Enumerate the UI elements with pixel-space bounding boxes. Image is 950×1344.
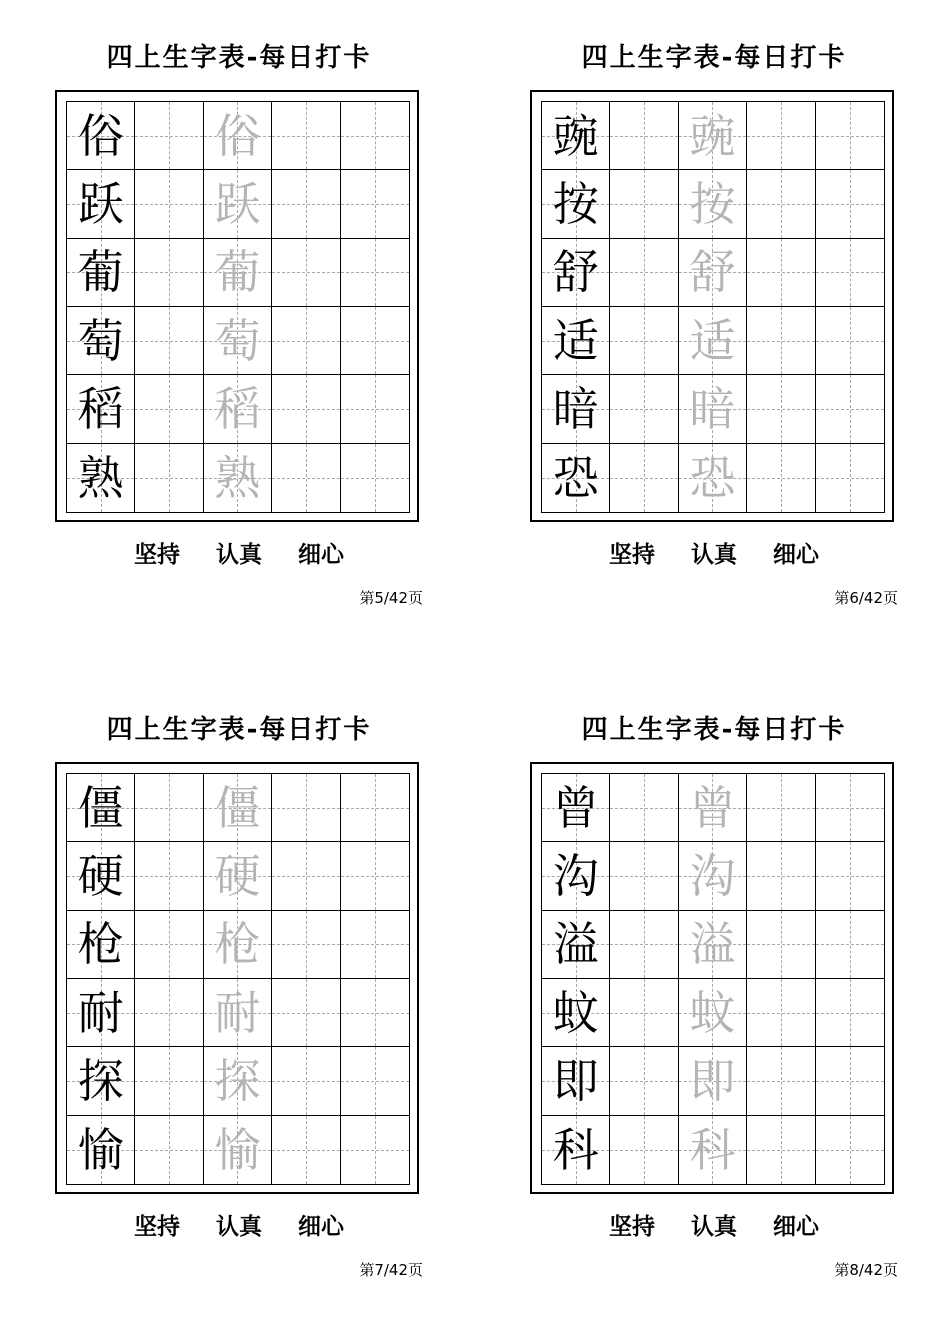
blank-practice-cell (816, 170, 884, 238)
model-character: 蚊 (552, 985, 599, 1040)
model-character: 科 (552, 1122, 599, 1177)
practice-frame (55, 90, 419, 522)
blank-practice-cell (816, 239, 884, 307)
model-character-cell (67, 170, 135, 238)
model-character: 沟 (552, 848, 599, 903)
page-number: 第8/42页 (834, 1261, 898, 1279)
blank-practice-cell (135, 1116, 203, 1184)
blank-practice-cell (272, 1116, 340, 1184)
model-character-cell (67, 307, 135, 375)
blank-practice-cell (747, 444, 815, 512)
tracing-character: 僵 (214, 780, 261, 835)
tracing-character: 即 (689, 1053, 736, 1108)
model-character-cell (542, 911, 610, 979)
blank-practice-cell (610, 239, 678, 307)
blank-practice-cell (610, 307, 678, 375)
model-character: 豌 (552, 108, 599, 163)
tracing-character-cell (679, 842, 747, 910)
model-character: 按 (552, 176, 599, 231)
model-character-cell (67, 1116, 135, 1184)
motto (55, 538, 423, 572)
blank-practice-cell (272, 307, 340, 375)
practice-grid (541, 101, 885, 513)
blank-practice-cell (341, 1047, 409, 1115)
tracing-character-cell (679, 239, 747, 307)
blank-practice-cell (610, 102, 678, 170)
model-character-cell (67, 1047, 135, 1115)
model-character-cell (542, 1047, 610, 1115)
model-character-cell (542, 979, 610, 1047)
blank-practice-cell (610, 979, 678, 1047)
worksheet-page-6 (530, 0, 898, 607)
motto-word: 坚持 (134, 1214, 180, 1240)
model-character-cell (542, 1116, 610, 1184)
worksheet-page-7 (55, 672, 423, 1279)
tracing-character: 按 (689, 176, 736, 231)
blank-practice-cell (135, 444, 203, 512)
model-character-cell (67, 444, 135, 512)
blank-practice-cell (135, 911, 203, 979)
tracing-character-cell (679, 170, 747, 238)
blank-practice-cell (747, 842, 815, 910)
blank-practice-cell (816, 375, 884, 443)
blank-practice-cell (135, 170, 203, 238)
tracing-character-cell (679, 307, 747, 375)
model-character-cell (542, 239, 610, 307)
tracing-character: 熟 (214, 450, 261, 505)
blank-practice-cell (272, 239, 340, 307)
tracing-character-cell (204, 911, 272, 979)
tracing-character: 溢 (689, 917, 736, 972)
blank-practice-cell (341, 444, 409, 512)
blank-practice-cell (341, 102, 409, 170)
model-character-cell (67, 239, 135, 307)
blank-practice-cell (272, 1047, 340, 1115)
practice-grid (541, 773, 885, 1185)
blank-practice-cell (816, 102, 884, 170)
tracing-character: 枪 (214, 917, 261, 972)
tracing-character: 硬 (214, 848, 261, 903)
model-character-cell (542, 444, 610, 512)
tracing-character-cell (679, 774, 747, 842)
model-character: 俗 (77, 108, 124, 163)
tracing-character: 恐 (689, 450, 736, 505)
model-character-cell (67, 911, 135, 979)
tracing-character-cell (204, 842, 272, 910)
tracing-character-cell (204, 170, 272, 238)
blank-practice-cell (747, 1116, 815, 1184)
motto-word: 细心 (298, 1214, 344, 1240)
model-character: 耐 (77, 985, 124, 1040)
motto-word: 认真 (691, 1214, 737, 1240)
motto-word: 坚持 (609, 542, 655, 568)
model-character-cell (542, 375, 610, 443)
practice-frame (530, 90, 894, 522)
blank-practice-cell (747, 1047, 815, 1115)
tracing-character-cell (679, 444, 747, 512)
practice-frame (530, 762, 894, 1194)
blank-practice-cell (816, 307, 884, 375)
worksheet-page-8 (530, 672, 898, 1279)
tracing-character: 萄 (214, 313, 261, 368)
blank-practice-cell (610, 375, 678, 443)
model-character: 熟 (77, 450, 124, 505)
blank-practice-cell (816, 1116, 884, 1184)
model-character: 恐 (552, 450, 599, 505)
tracing-character: 舒 (689, 245, 736, 300)
blank-practice-cell (272, 375, 340, 443)
model-character: 舒 (552, 245, 599, 300)
tracing-character: 科 (689, 1122, 736, 1177)
tracing-character-cell (204, 102, 272, 170)
blank-practice-cell (747, 375, 815, 443)
blank-practice-cell (816, 979, 884, 1047)
blank-practice-cell (610, 1116, 678, 1184)
model-character-cell (67, 774, 135, 842)
tracing-character-cell (679, 1047, 747, 1115)
tracing-character: 豌 (689, 108, 736, 163)
motto-word: 认真 (216, 1214, 262, 1240)
blank-practice-cell (747, 307, 815, 375)
blank-practice-cell (272, 911, 340, 979)
blank-practice-cell (135, 842, 203, 910)
worksheet-page-5 (55, 0, 423, 607)
model-character: 僵 (77, 780, 124, 835)
model-character-cell (542, 307, 610, 375)
tracing-character-cell (679, 102, 747, 170)
blank-practice-cell (610, 170, 678, 238)
blank-practice-cell (135, 102, 203, 170)
blank-practice-cell (341, 911, 409, 979)
blank-practice-cell (747, 239, 815, 307)
blank-practice-cell (816, 774, 884, 842)
model-character-cell (542, 170, 610, 238)
tracing-character: 跃 (214, 176, 261, 231)
motto-word: 细心 (298, 542, 344, 568)
blank-practice-cell (610, 774, 678, 842)
blank-practice-cell (272, 102, 340, 170)
model-character-cell (67, 102, 135, 170)
blank-practice-cell (816, 444, 884, 512)
practice-frame (55, 762, 419, 1194)
motto-word: 坚持 (609, 1214, 655, 1240)
blank-practice-cell (816, 1047, 884, 1115)
blank-practice-cell (747, 979, 815, 1047)
tracing-character: 曾 (689, 780, 736, 835)
blank-practice-cell (341, 307, 409, 375)
blank-practice-cell (747, 170, 815, 238)
blank-practice-cell (272, 774, 340, 842)
blank-practice-cell (816, 911, 884, 979)
blank-practice-cell (747, 774, 815, 842)
motto-word: 坚持 (134, 542, 180, 568)
blank-practice-cell (747, 911, 815, 979)
blank-practice-cell (610, 444, 678, 512)
tracing-character-cell (679, 375, 747, 443)
model-character: 曾 (552, 780, 599, 835)
tracing-character: 暗 (689, 381, 736, 436)
page-number: 第5/42页 (359, 589, 423, 607)
tracing-character-cell (204, 444, 272, 512)
model-character: 适 (552, 313, 599, 368)
blank-practice-cell (272, 842, 340, 910)
tracing-character: 适 (689, 313, 736, 368)
tracing-character: 耐 (214, 985, 261, 1040)
blank-practice-cell (610, 842, 678, 910)
model-character-cell (542, 102, 610, 170)
motto (55, 1210, 423, 1244)
practice-grid (66, 101, 410, 513)
tracing-character-cell (679, 911, 747, 979)
motto-word: 细心 (773, 542, 819, 568)
model-character: 溢 (552, 917, 599, 972)
blank-practice-cell (610, 1047, 678, 1115)
model-character: 即 (552, 1053, 599, 1108)
model-character: 稻 (77, 381, 124, 436)
tracing-character-cell (204, 375, 272, 443)
blank-practice-cell (272, 444, 340, 512)
blank-practice-cell (135, 375, 203, 443)
blank-practice-cell (135, 307, 203, 375)
tracing-character: 葡 (214, 245, 261, 300)
worksheet-title: 四上生字表-每日打卡 (106, 43, 372, 73)
blank-practice-cell (341, 774, 409, 842)
blank-practice-cell (816, 842, 884, 910)
blank-practice-cell (272, 170, 340, 238)
worksheet-title: 四上生字表-每日打卡 (106, 715, 372, 745)
blank-practice-cell (135, 1047, 203, 1115)
blank-practice-cell (341, 170, 409, 238)
model-character-cell (67, 375, 135, 443)
tracing-character: 沟 (689, 848, 736, 903)
blank-practice-cell (135, 774, 203, 842)
model-character-cell (67, 979, 135, 1047)
tracing-character-cell (679, 979, 747, 1047)
tracing-character: 探 (214, 1053, 261, 1108)
model-character-cell (542, 774, 610, 842)
model-character: 跃 (77, 176, 124, 231)
worksheet-title: 四上生字表-每日打卡 (581, 715, 847, 745)
tracing-character: 俗 (214, 108, 261, 163)
blank-practice-cell (341, 239, 409, 307)
motto (530, 1210, 898, 1244)
blank-practice-cell (341, 842, 409, 910)
blank-practice-cell (341, 375, 409, 443)
tracing-character-cell (204, 1116, 272, 1184)
motto-word: 认真 (691, 542, 737, 568)
tracing-character-cell (204, 979, 272, 1047)
motto-word: 认真 (216, 542, 262, 568)
blank-practice-cell (272, 979, 340, 1047)
model-character: 愉 (77, 1122, 124, 1177)
model-character-cell (542, 842, 610, 910)
model-character-cell (67, 842, 135, 910)
tracing-character: 愉 (214, 1122, 261, 1177)
practice-grid (66, 773, 410, 1185)
page-number: 第7/42页 (359, 1261, 423, 1279)
model-character: 枪 (77, 917, 124, 972)
model-character: 探 (77, 1053, 124, 1108)
motto-word: 细心 (773, 1214, 819, 1240)
tracing-character-cell (204, 774, 272, 842)
tracing-character-cell (204, 239, 272, 307)
blank-practice-cell (341, 979, 409, 1047)
motto (530, 538, 898, 572)
worksheet-title: 四上生字表-每日打卡 (581, 43, 847, 73)
model-character: 萄 (77, 313, 124, 368)
tracing-character-cell (679, 1116, 747, 1184)
tracing-character: 蚊 (689, 985, 736, 1040)
tracing-character-cell (204, 307, 272, 375)
page-number: 第6/42页 (834, 589, 898, 607)
model-character: 暗 (552, 381, 599, 436)
blank-practice-cell (341, 1116, 409, 1184)
model-character: 葡 (77, 245, 124, 300)
blank-practice-cell (135, 979, 203, 1047)
blank-practice-cell (747, 102, 815, 170)
blank-practice-cell (135, 239, 203, 307)
tracing-character-cell (204, 1047, 272, 1115)
model-character: 硬 (77, 848, 124, 903)
blank-practice-cell (610, 911, 678, 979)
tracing-character: 稻 (214, 381, 261, 436)
